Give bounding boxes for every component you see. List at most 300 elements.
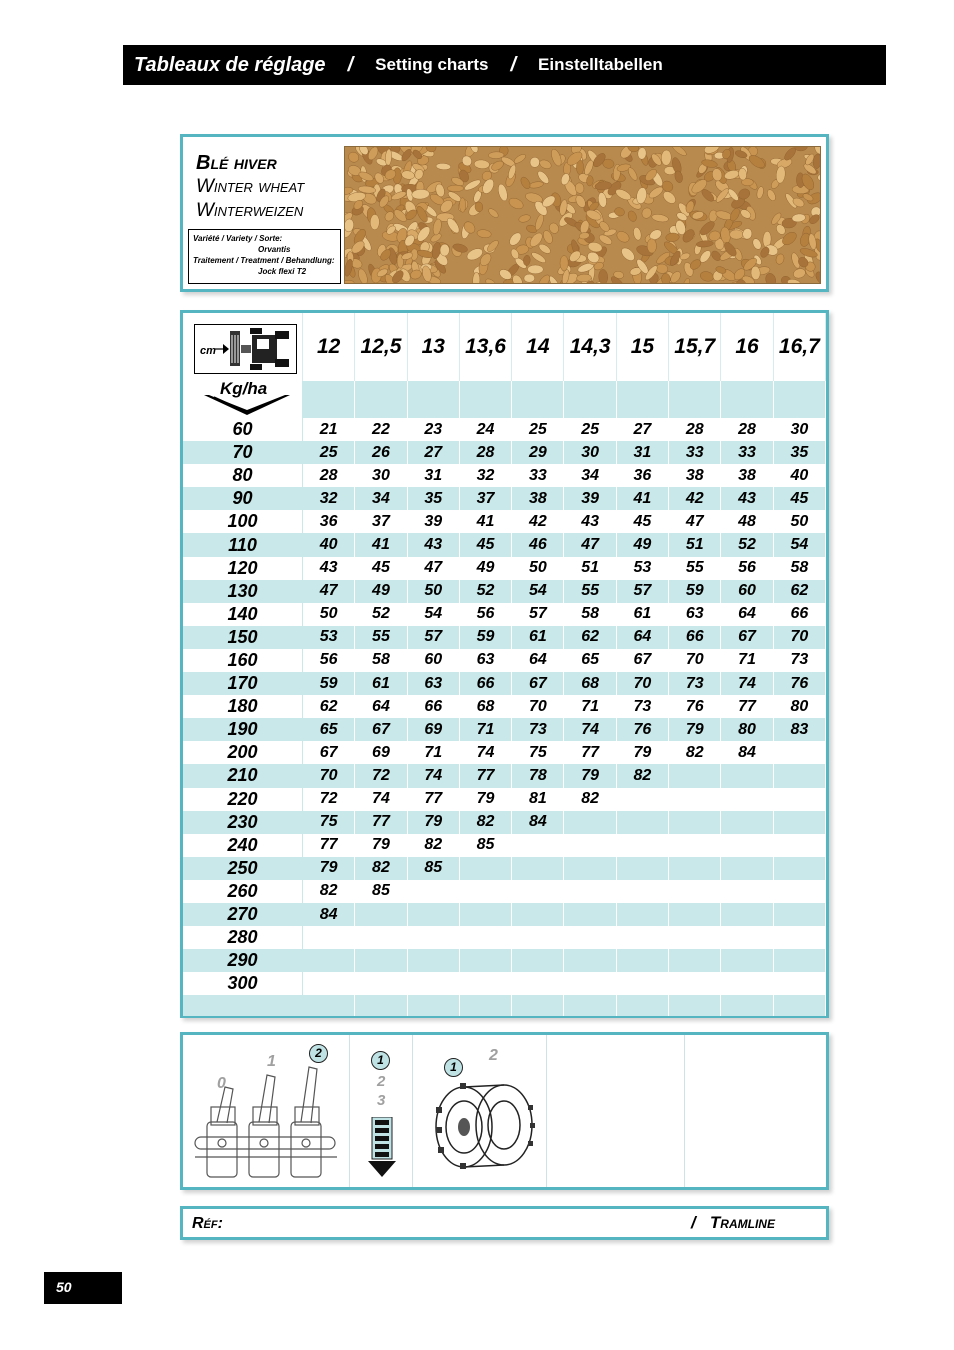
table-cell: [512, 834, 564, 857]
table-cell: [183, 995, 303, 1016]
table-row: [183, 972, 826, 995]
table-cell: [459, 926, 511, 949]
table-cell: 27: [616, 418, 668, 441]
table-cell: 66: [407, 695, 459, 718]
table-cell: [564, 926, 616, 949]
table-cell: 67: [616, 649, 668, 672]
table-cell: 68: [459, 695, 511, 718]
table-cell: [564, 381, 616, 418]
table-cell: [407, 926, 459, 949]
table-cell: [669, 857, 721, 880]
table-cell: 59: [303, 672, 355, 695]
table-cell: 54: [773, 533, 825, 556]
table-cell: [773, 788, 825, 811]
table-cell: 79: [669, 718, 721, 741]
table-cell: 56: [303, 649, 355, 672]
table-cell: 28: [669, 418, 721, 441]
table-cell: 59: [669, 580, 721, 603]
table-cell: [616, 903, 668, 926]
table-cell: 70: [512, 695, 564, 718]
table-cell: 54: [512, 580, 564, 603]
table-row: [183, 718, 826, 741]
table-cell: 83: [773, 718, 825, 741]
table-cell: 43: [721, 487, 773, 510]
table-cell: 45: [773, 487, 825, 510]
table-cell: [564, 995, 616, 1016]
table-cell: 71: [459, 718, 511, 741]
table-cell: 32: [303, 487, 355, 510]
table-cell: 81: [512, 788, 564, 811]
table-cell: 55: [355, 626, 407, 649]
table-cell: [407, 995, 459, 1016]
table-cell: [773, 381, 825, 418]
table-cell: 22: [355, 418, 407, 441]
table-cell: 38: [721, 464, 773, 487]
table-cell: 64: [616, 626, 668, 649]
table-cell: 54: [407, 603, 459, 626]
table-cell: 34: [564, 464, 616, 487]
table-cell: 61: [512, 626, 564, 649]
table-cell: 70: [669, 649, 721, 672]
table-cell: 47: [303, 580, 355, 603]
table-row: [183, 880, 826, 903]
rate-label-cell: 160: [183, 649, 303, 672]
table-cell: 65: [303, 718, 355, 741]
rate-label-cell: 210: [183, 764, 303, 787]
table-cell: [669, 788, 721, 811]
table-cell: [721, 880, 773, 903]
table-cell: 73: [512, 718, 564, 741]
rate-label-cell: 100: [183, 510, 303, 533]
table-cell: [512, 903, 564, 926]
rate-unit-label: Kg/ha: [220, 379, 268, 398]
title-separator: /: [347, 53, 354, 76]
table-cell: 71: [721, 649, 773, 672]
width-header-cell: 16: [721, 313, 773, 381]
table-cell: 43: [303, 557, 355, 580]
table-cell: 30: [773, 418, 825, 441]
table-cell: 31: [407, 464, 459, 487]
table-cell: 58: [355, 649, 407, 672]
variety-value: Orvantis: [258, 245, 291, 254]
table-cell: [616, 972, 668, 995]
table-cell: [355, 926, 407, 949]
table-cell: [721, 903, 773, 926]
lever-position-3: 3: [377, 1092, 386, 1109]
table-cell: [303, 381, 355, 418]
gear-wheel-drawing-icon: [424, 1077, 544, 1177]
table-cell: [669, 926, 721, 949]
table-cell: 49: [616, 533, 668, 556]
table-cell: [669, 381, 721, 418]
table-cell: 70: [303, 764, 355, 787]
table-cell: 57: [512, 603, 564, 626]
ref-label: Réf:: [192, 1215, 223, 1232]
shutter-setting-cell: [183, 1035, 350, 1187]
empty-setting-cell-1: [546, 1035, 685, 1187]
table-cell: 64: [512, 649, 564, 672]
rate-label-cell: 150: [183, 626, 303, 649]
table-cell: 51: [564, 557, 616, 580]
table-cell: [303, 972, 355, 995]
table-cell: 67: [512, 672, 564, 695]
unit-cm-label: cm: [200, 345, 216, 357]
table-row: [183, 580, 826, 603]
gear-position-2: 2: [489, 1047, 498, 1064]
table-cell: 85: [459, 834, 511, 857]
page-number: 50: [44, 1272, 122, 1304]
title-fr: Tableaux de réglage: [134, 53, 326, 76]
lever-setting-cell: [349, 1035, 413, 1187]
table-cell: 33: [512, 464, 564, 487]
table-row: [183, 788, 826, 811]
table-cell: 21: [303, 418, 355, 441]
table-cell: [564, 857, 616, 880]
rate-label-cell: 250: [183, 857, 303, 880]
table-cell: 74: [407, 764, 459, 787]
table-cell: 50: [773, 510, 825, 533]
table-row: [183, 603, 826, 626]
width-header-cell: 14: [512, 313, 564, 381]
table-cell: 66: [459, 672, 511, 695]
table-row: [183, 834, 826, 857]
table-cell: 41: [459, 510, 511, 533]
rate-label-cell: 290: [183, 949, 303, 972]
table-cell: [721, 381, 773, 418]
table-cell: 57: [407, 626, 459, 649]
table-cell: [669, 880, 721, 903]
crop-name-de: Winterweizen: [196, 200, 304, 221]
width-header-cell: 12,5: [355, 313, 407, 381]
table-row: [183, 695, 826, 718]
seed-rate-table: [183, 313, 826, 1016]
table-cell: 28: [303, 464, 355, 487]
table-row: [183, 649, 826, 672]
width-header-cell: 13: [407, 313, 459, 381]
table-cell: 62: [564, 626, 616, 649]
rate-label-cell: 230: [183, 811, 303, 834]
table-cell: [303, 995, 355, 1016]
table-row: [183, 926, 826, 949]
table-cell: 74: [564, 718, 616, 741]
shutter-position-0: 0: [217, 1075, 226, 1092]
rate-label-cell: 240: [183, 834, 303, 857]
table-cell: 72: [355, 764, 407, 787]
table-cell: [616, 811, 668, 834]
table-cell: 30: [355, 464, 407, 487]
table-cell: 74: [459, 741, 511, 764]
table-cell: [773, 926, 825, 949]
table-cell: 64: [355, 695, 407, 718]
table-cell: [616, 857, 668, 880]
table-cell: 79: [616, 741, 668, 764]
crop-info-panel: [180, 134, 829, 292]
table-cell: [564, 834, 616, 857]
table-cell: 30: [564, 441, 616, 464]
table-cell: 39: [407, 510, 459, 533]
table-cell: 26: [355, 441, 407, 464]
variety-box: [188, 229, 341, 284]
table-cell: 25: [512, 418, 564, 441]
table-cell: [407, 381, 459, 418]
table-cell: 43: [407, 533, 459, 556]
table-cell: 64: [721, 603, 773, 626]
table-cell: 55: [564, 580, 616, 603]
table-cell: 25: [303, 441, 355, 464]
table-cell: 37: [459, 487, 511, 510]
table-cell: 62: [303, 695, 355, 718]
table-cell: 63: [459, 649, 511, 672]
width-header-cell: 13,6: [459, 313, 511, 381]
table-cell: 68: [564, 672, 616, 695]
table-cell: 58: [773, 557, 825, 580]
table-cell: [407, 972, 459, 995]
table-row: [183, 741, 826, 764]
table-cell: [669, 995, 721, 1016]
rate-label-cell: 200: [183, 741, 303, 764]
table-cell: 52: [459, 580, 511, 603]
table-cell: [616, 381, 668, 418]
table-cell: 63: [407, 672, 459, 695]
crop-name-block: [196, 151, 304, 223]
table-cell: 43: [564, 510, 616, 533]
wheat-grain-image: [344, 146, 821, 284]
table-cell: 79: [355, 834, 407, 857]
table-cell: 33: [721, 441, 773, 464]
table-cell: [459, 857, 511, 880]
table-cell: 40: [773, 464, 825, 487]
table-cell: [355, 972, 407, 995]
table-cell: 47: [669, 510, 721, 533]
table-cell: [303, 926, 355, 949]
table-cell: [773, 880, 825, 903]
width-header-cell: 16,7: [773, 313, 825, 381]
rate-label-cell: 180: [183, 695, 303, 718]
table-cell: 53: [303, 626, 355, 649]
table-cell: 67: [721, 626, 773, 649]
table-cell: 51: [669, 533, 721, 556]
adjustment-settings-panel: [180, 1032, 829, 1190]
table-row: [183, 533, 826, 556]
gear-selected-badge: 1: [444, 1058, 463, 1077]
table-cell: [669, 949, 721, 972]
table-cell: [721, 972, 773, 995]
table-cell: [669, 903, 721, 926]
table-cell: 56: [459, 603, 511, 626]
crop-name-en: Winter wheat: [196, 176, 305, 197]
table-cell: [512, 857, 564, 880]
table-cell: 37: [355, 510, 407, 533]
title-en: Setting charts: [375, 55, 489, 74]
rate-label-cell: 70: [183, 441, 303, 464]
table-cell: 29: [512, 441, 564, 464]
table-cell: 61: [616, 603, 668, 626]
table-cell: [355, 381, 407, 418]
table-cell: 49: [459, 557, 511, 580]
table-row: [183, 949, 826, 972]
table-cell: 45: [459, 533, 511, 556]
table-cell: [669, 811, 721, 834]
table-cell: 73: [669, 672, 721, 695]
table-cell: 69: [355, 741, 407, 764]
table-cell: [303, 949, 355, 972]
width-header-cell: 15,7: [669, 313, 721, 381]
table-cell: 46: [512, 533, 564, 556]
table-cell: 58: [564, 603, 616, 626]
table-cell: 73: [773, 649, 825, 672]
table-cell: 45: [355, 557, 407, 580]
table-cell: [564, 903, 616, 926]
table-cell: [407, 903, 459, 926]
rate-label-cell: 90: [183, 487, 303, 510]
shutter-selected-badge: 2: [309, 1044, 328, 1063]
rate-label-cell: 140: [183, 603, 303, 626]
table-cell: [355, 995, 407, 1016]
title-de: Einstelltabellen: [538, 55, 663, 74]
crop-name-fr: Blé hiver: [196, 152, 277, 174]
table-cell: [564, 949, 616, 972]
table-cell: [459, 995, 511, 1016]
table-row: [183, 672, 826, 695]
table-row: [183, 441, 826, 464]
table-cell: 23: [407, 418, 459, 441]
lever-selected-badge: 1: [371, 1051, 390, 1070]
table-cell: 61: [355, 672, 407, 695]
table-cell: 52: [355, 603, 407, 626]
table-cell: 71: [407, 741, 459, 764]
rate-label-cell: 120: [183, 557, 303, 580]
table-cell: 80: [721, 718, 773, 741]
table-cell: 35: [407, 487, 459, 510]
table-cell: 50: [512, 557, 564, 580]
table-row: [183, 418, 826, 441]
table-cell: 82: [564, 788, 616, 811]
rate-label-cell: 110: [183, 533, 303, 556]
table-cell: 75: [512, 741, 564, 764]
table-cell: [616, 788, 668, 811]
table-cell: [773, 903, 825, 926]
table-cell: 79: [564, 764, 616, 787]
table-cell: [459, 880, 511, 903]
table-cell: 77: [721, 695, 773, 718]
treatment-value: Jock flexi T2: [258, 267, 307, 276]
table-cell: 38: [669, 464, 721, 487]
table-cell: 42: [512, 510, 564, 533]
table-cell: 70: [616, 672, 668, 695]
table-cell: 79: [407, 811, 459, 834]
table-cell: 82: [616, 764, 668, 787]
treatment-label: Traitement / Treatment / Behandlung:: [193, 256, 335, 265]
table-cell: 67: [355, 718, 407, 741]
table-cell: [721, 788, 773, 811]
table-cell: 74: [721, 672, 773, 695]
table-cell: 70: [773, 626, 825, 649]
table-cell: 66: [773, 603, 825, 626]
table-cell: 36: [303, 510, 355, 533]
table-cell: 77: [355, 811, 407, 834]
table-cell: 78: [512, 764, 564, 787]
rate-label-cell: 270: [183, 903, 303, 926]
table-cell: 69: [407, 718, 459, 741]
tramline-label: Tramline: [709, 1213, 775, 1232]
table-cell: [721, 811, 773, 834]
table-cell: [773, 995, 825, 1016]
table-cell: [355, 903, 407, 926]
table-cell: 66: [669, 626, 721, 649]
table-cell: [773, 741, 825, 764]
table-cell: 84: [303, 903, 355, 926]
table-row: [183, 811, 826, 834]
table-cell: 74: [355, 788, 407, 811]
table-cell: [773, 811, 825, 834]
rate-label-cell: 280: [183, 926, 303, 949]
table-cell: 38: [512, 487, 564, 510]
table-row: [183, 857, 826, 880]
table-cell: [564, 880, 616, 903]
table-cell: 79: [303, 857, 355, 880]
table-cell: 73: [616, 695, 668, 718]
table-cell: 24: [459, 418, 511, 441]
table-cell: 27: [407, 441, 459, 464]
rate-label-cell: 80: [183, 464, 303, 487]
table-cell: [721, 995, 773, 1016]
table-cell: 53: [616, 557, 668, 580]
lever-position-2: 2: [377, 1073, 386, 1090]
table-cell: [721, 834, 773, 857]
table-cell: [459, 903, 511, 926]
table-cell: [616, 949, 668, 972]
table-cell: [512, 972, 564, 995]
table-cell: [616, 995, 668, 1016]
table-cell: 31: [616, 441, 668, 464]
table-cell: [564, 972, 616, 995]
table-cell: [616, 834, 668, 857]
table-cell: [407, 949, 459, 972]
table-cell: [721, 926, 773, 949]
table-cell: 82: [459, 811, 511, 834]
table-cell: [512, 880, 564, 903]
table-cell: [616, 880, 668, 903]
table-cell: [512, 926, 564, 949]
reference-bar: [180, 1206, 829, 1240]
table-cell: 65: [564, 649, 616, 672]
table-row: [183, 487, 826, 510]
table-cell: 32: [459, 464, 511, 487]
table-cell: 85: [355, 880, 407, 903]
width-header-cell: 12: [303, 313, 355, 381]
table-cell: 36: [616, 464, 668, 487]
width-header-cell: 15: [616, 313, 668, 381]
table-cell: [721, 949, 773, 972]
gear-setting-cell: [412, 1035, 547, 1187]
table-row: [183, 510, 826, 533]
table-cell: 50: [407, 580, 459, 603]
empty-setting-cell-2: [684, 1035, 826, 1187]
table-cell: 45: [616, 510, 668, 533]
table-cell: [773, 972, 825, 995]
table-cell: 55: [669, 557, 721, 580]
table-cell: [512, 949, 564, 972]
table-cell: [773, 834, 825, 857]
table-cell: 60: [407, 649, 459, 672]
table-cell: [459, 381, 511, 418]
table-cell: [721, 764, 773, 787]
tractor-drill-icon: [194, 324, 297, 374]
table-cell: 62: [773, 580, 825, 603]
table-cell: 60: [721, 580, 773, 603]
rate-label-cell: 60: [183, 418, 303, 441]
table-cell: [669, 764, 721, 787]
